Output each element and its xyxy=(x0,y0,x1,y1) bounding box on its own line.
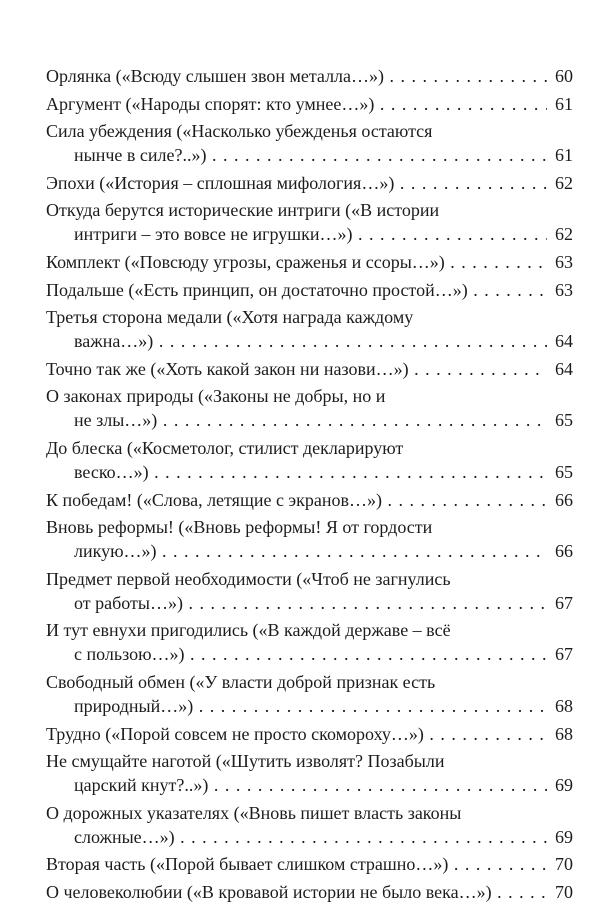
toc-entry xyxy=(46,250,573,274)
toc-page-number: 66 xyxy=(555,489,573,510)
toc-page-number: 70 xyxy=(555,881,573,902)
toc-page-number: 69 xyxy=(555,826,573,847)
toc-entry-title-continued: ликую…») . . . xyxy=(46,539,547,563)
toc-entry-title: Вторая часть («Порой бывает слишком страшно…») . . . xyxy=(46,852,547,876)
toc-entry-title-continued: природный…») . . . xyxy=(46,694,547,718)
toc-entry xyxy=(46,880,573,904)
toc-entry-title-continued: не злы…») . . . xyxy=(46,408,547,432)
toc-entry xyxy=(46,515,573,563)
toc-entry-title-continued: важна…») . . . xyxy=(46,329,547,353)
toc-page-number: 69 xyxy=(555,775,573,796)
toc-entry-title: Свободный обмен («У власти доброй признак есть xyxy=(46,671,436,692)
toc-entry-title: Сила убеждения («Насколько убежденья остаются xyxy=(46,121,433,142)
toc-entry xyxy=(46,92,573,116)
toc-entry-title: О законах природы («Законы не добры, но и xyxy=(46,386,386,407)
toc-entry xyxy=(46,171,573,195)
toc-entry-title: Комплект («Повсюду угрозы, сраженья и ссоры…») . . . xyxy=(46,250,547,274)
toc-entry-title: Подальше («Есть принцип, он достаточно простой…») . . . xyxy=(46,278,547,302)
toc-entry xyxy=(46,198,573,246)
toc-entry-title-continued: интриги – это вовсе не игрушки…») . . . xyxy=(46,222,547,246)
toc-entry-title: Орлянка («Всюду слышен звон металла…») . . . xyxy=(46,64,547,88)
toc-page-number: 63 xyxy=(555,251,573,272)
toc-entry xyxy=(46,119,573,167)
toc-page-number: 65 xyxy=(555,461,573,482)
toc-entry xyxy=(46,618,573,666)
toc-entry xyxy=(46,384,573,432)
toc-entry xyxy=(46,722,573,746)
toc-page-number: 67 xyxy=(555,592,573,613)
table-of-contents xyxy=(46,64,573,907)
toc-entry-title: Эпохи («История – сплошная мифология…») . . . xyxy=(46,171,547,195)
toc-entry-title: Третья сторона медали («Хотя награда каждому xyxy=(46,307,414,328)
toc-page-number: 60 xyxy=(555,66,573,86)
toc-page-number: 61 xyxy=(555,145,573,166)
toc-entry xyxy=(46,852,573,876)
toc-entry-title: Трудно («Порой совсем не просто скомороху…») . . . xyxy=(46,722,547,746)
toc-entry xyxy=(46,488,573,512)
toc-entry-title-continued: от работы…») . . . xyxy=(46,591,547,615)
toc-page-number: 70 xyxy=(555,854,573,875)
toc-entry-title-continued: нынче в силе?..») . . . xyxy=(46,143,547,167)
toc-entry xyxy=(46,64,573,88)
toc-entry-title: До блеска («Косметолог, стилист декларируют xyxy=(46,437,404,458)
toc-entry-title: О человеколюбии («В кровавой истории не было века…») . . . xyxy=(46,880,547,904)
toc-entry xyxy=(46,436,573,484)
toc-entry-title-continued: сложные…») . . . xyxy=(46,825,547,849)
toc-entry-title: Предмет первой необходимости («Чтоб не загнулись xyxy=(46,568,451,589)
toc-page-number: 65 xyxy=(555,410,573,431)
toc-entry-title: И тут евнухи пригодились («В каждой державе – всё xyxy=(46,620,451,641)
toc-page-number: 64 xyxy=(555,331,573,352)
toc-entry xyxy=(46,278,573,302)
toc-page-number: 61 xyxy=(555,93,573,114)
toc-entry-title: Не смущайте наготой («Шутить изволят? Позабыли xyxy=(46,751,445,772)
toc-page-number: 68 xyxy=(555,723,573,744)
toc-page-number: 62 xyxy=(555,224,573,245)
toc-entry-title-continued: царский кнут?..») . . . xyxy=(46,773,547,797)
toc-entry xyxy=(46,357,573,381)
toc-entry-title: О дорожных указателях («Вновь пишет власть законы xyxy=(46,802,462,823)
toc-entry-title: Вновь реформы! («Вновь реформы! Я от гордости xyxy=(46,517,433,538)
toc-entry-title: К победам! («Слова, летящие с экранов…») . . . xyxy=(46,488,547,512)
toc-page-number: 67 xyxy=(555,644,573,665)
toc-entry-title-continued: с пользою…») . . . xyxy=(46,642,547,666)
toc-page-number: 64 xyxy=(555,358,573,379)
toc-entry xyxy=(46,749,573,797)
toc-entry xyxy=(46,801,573,849)
toc-page-number: 68 xyxy=(555,695,573,716)
toc-entry-title: Точно так же («Хоть какой закон ни назови…») . . . xyxy=(46,357,547,381)
toc-entry-title: Откуда берутся исторические интриги («В истории xyxy=(46,200,440,221)
toc-page-number: 62 xyxy=(555,172,573,193)
toc-entry-title-continued: веско…») . . . xyxy=(46,460,547,484)
toc-entry xyxy=(46,305,573,353)
toc-page-number: 66 xyxy=(555,541,573,562)
toc-page-number: 63 xyxy=(555,279,573,300)
toc-entry-title: Аргумент («Народы спорят: кто умнее…») . . . xyxy=(46,92,547,116)
toc-entry xyxy=(46,567,573,615)
toc-entry xyxy=(46,670,573,718)
